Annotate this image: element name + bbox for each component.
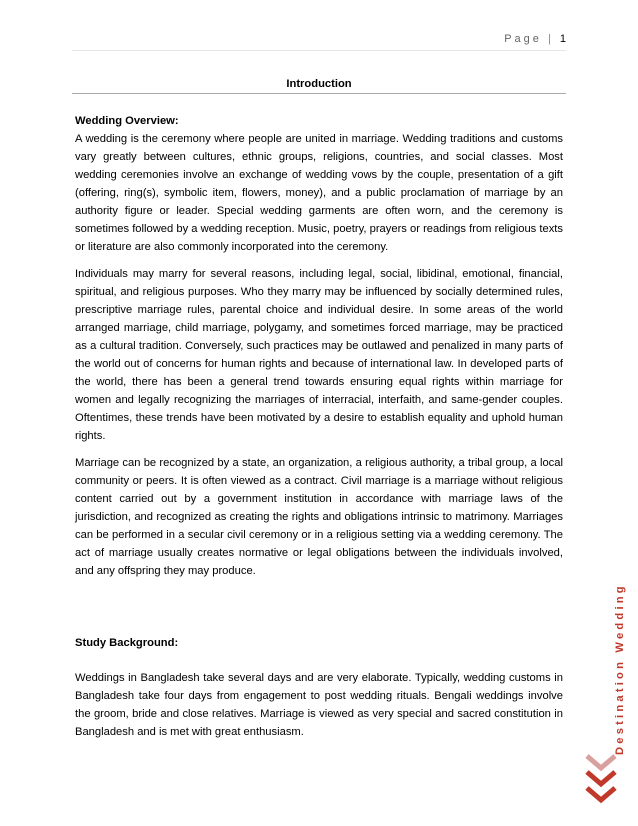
side-title-text: Destination Wedding bbox=[614, 583, 626, 755]
page-separator: | bbox=[547, 33, 552, 45]
section-heading-study: Study Background: bbox=[75, 637, 179, 649]
overview-paragraph-2: Individuals may marry for several reasons, including legal, social, libidinal, emotional, financial, spiritual, and religious purposes. Who they marry may be influenced by socially determined rules, prescriptive marriage rules, parental choice and individual desire. In some areas of the world arranged marriage, child marriage, polygamy, and sometimes forced marriage, may be practiced as a cultural tradition. Conversely, such practices may be outlawed and penalized in many parts of the world out of concerns for human rights and because of international law. In developed parts of the world, there has been a general trend towards ensuring equal rights within marriage for women and legally recognizing the marriages of interracial, interfaith, and same-gender couples. Oftentimes, these trends have been motivated by a desire to establish equality and uphold human rights. bbox=[75, 268, 563, 442]
overview-paragraph-1: A wedding is the ceremony where people are united in marriage. Wedding traditions and customs vary greatly between cultures, ethnic groups, religions, countries, and social classes. Most wedding ceremonies involve an exchange of wedding vows by the couple, presentation of a gift (offering, ring(s), symbolic item, flowers, money), and a public proclamation of marriage by an authority figure or leader. Special wedding garments are often worn, and the ceremony is sometimes followed by a wedding reception. Music, poetry, prayers or readings from religious texts or literature are also commonly incorporated into the ceremony. bbox=[75, 133, 563, 253]
page-number: 1 bbox=[559, 33, 566, 45]
page-number-header bbox=[504, 33, 566, 45]
title-divider bbox=[72, 93, 566, 94]
section-heading-overview: Wedding Overview: bbox=[75, 115, 179, 127]
study-paragraph-1: Weddings in Bangladesh take several days and are very elaborate. Typically, wedding customs in Bangladesh take four days from engagement to post wedding rituals. Bengali weddings involve the groom, bride and close relatives. Marriage is viewed as very special and sacred constitution in Bangladesh and is met with great enthusiasm. bbox=[75, 672, 563, 738]
side-title bbox=[600, 575, 626, 755]
overview-paragraph-3: Marriage can be recognized by a state, an organization, a religious authority, a tribal group, a local community or peers. It is often viewed as a contract. Civil marriage is a marriage without religious content carried out by a government institution in accordance with marriage laws of the jurisdiction, and recognized as creating the rights and obligations intrinsic to matrimony. Marriages can be performed in a secular civil ceremony or in a religious setting via a wedding ceremony. The act of marriage usually creates normative or legal obligations between the individuals involved, and any offspring they may produce. bbox=[75, 457, 563, 577]
triple-chevron-down-icon bbox=[583, 752, 619, 808]
header-divider bbox=[72, 50, 566, 51]
page-title: Introduction bbox=[286, 78, 352, 90]
page-label: Page bbox=[504, 33, 542, 45]
document-body bbox=[75, 112, 563, 750]
